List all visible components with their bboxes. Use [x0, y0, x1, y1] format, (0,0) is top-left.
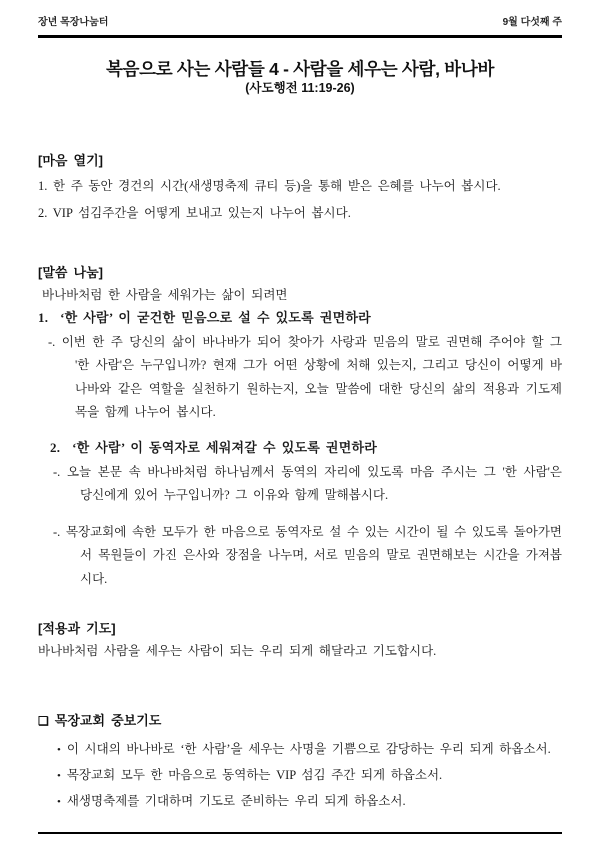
intercession-heading [38, 712, 562, 730]
word-sharing-intro: 바나바처럼 한 사람을 세워가는 삶이 되려면 [42, 287, 288, 302]
section-intercession [38, 712, 562, 811]
intercession-item [38, 741, 562, 759]
dash-marker: -. [53, 524, 61, 539]
header-right-label: 9월 다섯째 주 [502, 17, 562, 28]
page-header [0, 0, 600, 29]
point-1-number: 1. [38, 309, 49, 325]
intercession-item-text: 목장교회 모두 한 마음으로 동역하는 VIP 섬김 주간 되게 하옵소서. [66, 768, 443, 782]
bullet-icon: • [57, 770, 61, 782]
point-1-title [38, 309, 562, 326]
point-2-number: 2. [50, 439, 61, 455]
intercession-item-text: 이 시대의 바나바로 ‘한 사람’을 세우는 사명을 기쁨으로 감당하는 우리 되게 하옵소서. [66, 742, 551, 756]
document-body [0, 153, 600, 812]
mind-opening-item: 2. VIP 섬김주간을 어떻게 보내고 있는지 나누어 봅시다. [38, 205, 351, 220]
intercession-item [38, 793, 562, 811]
mind-opening-heading: [마음 열기] [38, 152, 104, 168]
word-sharing-point-2 [38, 439, 562, 592]
bullet-icon: • [57, 796, 61, 808]
point-2-title [38, 439, 562, 456]
word-sharing-point-1 [38, 309, 562, 425]
point-2-paragraph-text: 오늘 본문 속 바나바처럼 하나님께서 동역의 자리에 있도록 마음 주시는 그 '한 사람'은 당신에게 있어 누구입니까? 그 이유와 함께 말해봅시다. [66, 464, 563, 502]
square-bullet-icon: ❏ [38, 714, 49, 728]
intercession-item-text: 새생명축제를 기대하며 기도로 준비하는 우리 되게 하옵소서. [66, 794, 406, 808]
point-2-paragraph [38, 521, 562, 592]
header-left-label: 장년 목장나눔터 [38, 17, 109, 28]
section-word-sharing [38, 265, 562, 592]
bullet-icon: • [57, 744, 61, 756]
point-1-paragraph [38, 331, 562, 425]
application-prayer-heading: [적용과 기도] [38, 621, 116, 636]
dash-marker: -. [48, 334, 56, 349]
intercession-heading-text: 목장교회 중보기도 [54, 713, 162, 728]
footer-divider [38, 832, 562, 835]
section-application-prayer [38, 621, 562, 659]
point-2-title-text: ‘한 사람’ 이 동역자로 세워져갈 수 있도록 권면하라 [72, 439, 377, 455]
intercession-item [38, 767, 562, 785]
point-2-paragraph-text: 목장교회에 속한 모두가 한 마음으로 동역자로 설 수 있는 시간이 될 수 있도록 돌아가면서 목원들이 가진 은사와 장점을 나누며, 서로 믿음의 말로 권면해보는 시간을 가져봅시다. [65, 524, 562, 586]
point-1-paragraph-text: 이번 한 주 당신의 삶이 바나바가 되어 찾아가 사랑과 믿음의 말로 권면해 주어야 할 그 '한 사람'은 누구입니까? 현재 그가 어떤 상황에 처해 있는지, 그리고 당신이 어떻게 바나바와 같은 역할을 실천하기 원하는지, 오늘 말씀에 대한 당신의 삶의 적용과 기도제목을 함께 나누어 봅시다. [61, 334, 563, 419]
header-divider [38, 35, 562, 38]
point-2-paragraph [38, 461, 562, 508]
word-sharing-heading: [말씀 나눔] [38, 264, 104, 280]
mind-opening-item: 1. 한 주 동안 경건의 시간(새생명축제 큐티 등)을 통해 받은 은혜를 나누어 봅시다. [38, 178, 501, 193]
intercession-list [38, 741, 562, 811]
page-subtitle: (사도행전 11:19-26) [245, 80, 355, 95]
point-1-title-text: ‘한 사람’ 이 굳건한 믿음으로 설 수 있도록 권면하라 [60, 309, 371, 325]
application-prayer-text: 바나바처럼 사람을 세우는 사람이 되는 우리 되게 해달라고 기도합시다. [38, 644, 437, 658]
page-title: 복음으로 사는 사람들 4 - 사람을 세우는 사람, 바나바 [105, 58, 495, 79]
dash-marker: -. [53, 464, 61, 479]
section-mind-opening [38, 153, 562, 221]
